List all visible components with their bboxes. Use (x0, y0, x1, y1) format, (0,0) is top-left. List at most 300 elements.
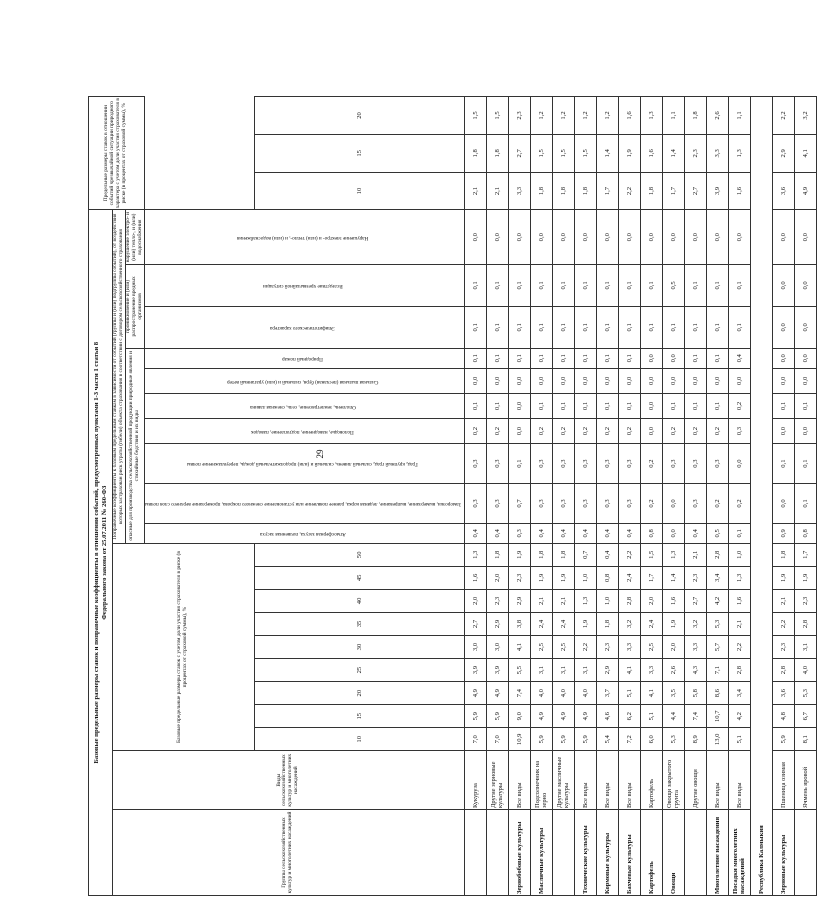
base-rate-cell: 4,0 (530, 682, 552, 705)
base-rate-cell: 4,3 (684, 659, 706, 682)
coef-cell: 0,2 (618, 419, 640, 444)
base-rate-cell: 2,2 (574, 636, 596, 659)
limit-rate-cell: 4,9 (794, 172, 816, 210)
limit-rate-cell: 1,6 (728, 172, 750, 210)
base-rate-cell: 5,7 (706, 636, 728, 659)
coef-cell: 0,1 (508, 444, 530, 484)
base-rate-cell: 2,1 (684, 543, 706, 566)
coef-cell: 0,2 (530, 419, 552, 444)
base-rate-cell: 1,3 (464, 543, 486, 566)
limit-rate-cell: 1,5 (574, 134, 596, 172)
group-cell: Зерновые культуры (772, 810, 794, 896)
coef-cell: 0,4 (596, 523, 618, 543)
base-rate-cell: 1,9 (794, 566, 816, 589)
base-rate-cell: 2,0 (640, 589, 662, 612)
coef-cell: 0,7 (508, 484, 530, 524)
coef-cell: 0,1 (552, 393, 574, 418)
limit-col-15: 15 (254, 134, 464, 172)
coef-cell: 0,0 (486, 368, 508, 393)
base-rate-cell: 1,9 (530, 566, 552, 589)
base-col-50: 50 (254, 543, 464, 566)
base-rate-cell: 3,3 (684, 636, 706, 659)
coef-cell: 0,0 (706, 210, 728, 265)
coef-cell: 0,3 (464, 484, 486, 524)
base-rate-cell: 7,4 (684, 705, 706, 728)
base-rate-cell: 1,0 (596, 589, 618, 612)
coef-cell: 0,0 (508, 393, 530, 418)
base-rate-cell: 9,0 (508, 705, 530, 728)
base-rate-cell: 5,4 (596, 728, 618, 751)
kind-cell: Картофель (640, 751, 662, 810)
base-rate-cell: 5,9 (772, 728, 794, 751)
base-rate-cell: 3,5 (662, 682, 684, 705)
kind-cell: Другие зерновые культуры (486, 751, 508, 810)
coef-cell: 0,1 (618, 306, 640, 348)
base-rate-cell: 10,7 (706, 705, 728, 728)
base-rate-cell: 5,9 (552, 728, 574, 751)
coef-cell: 0,0 (640, 210, 662, 265)
table-caption (89, 210, 113, 896)
coef-cell: 0,0 (794, 264, 816, 306)
coef-cell: 0,3 (574, 484, 596, 524)
caption-line-2: Федерального закона от 25.07.2011 № 260-ФЗ (100, 485, 108, 620)
coef-cell: 0,1 (530, 306, 552, 348)
base-rate-cell: 5,1 (618, 682, 640, 705)
coef-cell: 0,0 (684, 210, 706, 265)
coef-cell: 0,4 (618, 523, 640, 543)
group-cell (464, 810, 486, 896)
base-rate-cell: 4,9 (486, 682, 508, 705)
base-rate-cell: 3,1 (552, 659, 574, 682)
base-rate-cell: 3,9 (464, 659, 486, 682)
coef-block-header: Поправочные коэффициенты к базовым предельным ставкам в зависимости от событий (группы и (или) подгруппы событий), от воздействия которых застрахован риск утраты (гибели) объекта страхования в соответствии с договором сельскохозяйственного страхования (113, 210, 126, 543)
coef-cell: 0,2 (728, 393, 750, 418)
limit-rate-cell: 1,4 (596, 134, 618, 172)
base-rate-cell: 3,1 (530, 659, 552, 682)
base-rate-cell: 2,0 (464, 589, 486, 612)
coef-cell: 0,1 (794, 484, 816, 524)
kinds-header: Виды сельскохозяйственных культур и многолетних насаждений (113, 751, 465, 810)
coef-cell: 0,3 (552, 444, 574, 484)
coef-col-5: Сильная пыльная (песчаная) буря, сильный и (или) ураганный ветер (144, 368, 464, 393)
base-rate-cell: 1,3 (662, 543, 684, 566)
base-rate-cell: 1,9 (508, 543, 530, 566)
limit-rate-cell: 1,2 (530, 97, 552, 135)
limit-rate-cell: 1,8 (552, 172, 574, 210)
coef-cell: 0,3 (508, 523, 530, 543)
limit-rate-cell: 1,4 (662, 134, 684, 172)
base-col-20: 20 (254, 682, 464, 705)
base-rate-cell: 2,1 (530, 589, 552, 612)
limit-rate-cell: 1,8 (684, 97, 706, 135)
limit-rate-cell: 1,3 (728, 134, 750, 172)
coef-cell: 0,1 (574, 348, 596, 368)
base-rate-cell: 1,0 (574, 566, 596, 589)
base-rate-cell: 1,8 (596, 612, 618, 635)
kind-cell: Ячмень яровой (794, 751, 816, 810)
base-rate-cell: 4,9 (574, 705, 596, 728)
base-rate-cell: 5,9 (574, 728, 596, 751)
coef-col-6: Природный пожар (144, 348, 464, 368)
group-cell: Масличные культуры (530, 810, 552, 896)
coef-cell: 0,2 (684, 419, 706, 444)
coef-cell: 0,0 (794, 419, 816, 444)
coef-sub-natural-header: опасные для производства сельскохозяйственной продукции природные явления и стихийные бедствия и их виды (125, 348, 144, 543)
base-rate-cell: 1,3 (574, 589, 596, 612)
limit-col-10: 10 (254, 172, 464, 210)
base-rate-cell: 4,2 (706, 589, 728, 612)
coef-cell: 0,1 (486, 393, 508, 418)
coef-cell: 0,3 (618, 444, 640, 484)
coef-cell: 0,0 (574, 210, 596, 265)
limit-rate-cell: 1,6 (640, 134, 662, 172)
table-row (794, 97, 816, 896)
coef-cell: 0,1 (596, 348, 618, 368)
limit-rate-cell: 1,3 (640, 97, 662, 135)
base-rate-cell: 4,9 (530, 705, 552, 728)
coef-cell: 0,2 (706, 419, 728, 444)
base-rate-cell: 3,1 (574, 659, 596, 682)
coef-cell: 0,0 (464, 210, 486, 265)
coef-col-9: Нарушение электро- и (или) тепло-, и (или) водоснабжения (144, 210, 464, 265)
base-col-40: 40 (254, 589, 464, 612)
base-rate-cell: 2,2 (728, 636, 750, 659)
limit-rate-cell: 4,1 (794, 134, 816, 172)
coef-cell: 0,2 (552, 419, 574, 444)
coef-cell: 0,1 (640, 306, 662, 348)
limit-rate-cell: 2,6 (706, 97, 728, 135)
table-row (662, 97, 684, 896)
limit-rate-cell: 1,1 (662, 97, 684, 135)
coef-cell: 0,0 (640, 368, 662, 393)
table-row (486, 97, 508, 896)
base-rate-cell: 3,2 (684, 612, 706, 635)
coef-cell: 0,3 (728, 419, 750, 444)
base-rate-cell: 1,0 (728, 543, 750, 566)
base-rate-cell: 4,0 (794, 659, 816, 682)
base-col-30: 30 (254, 636, 464, 659)
table-row (574, 97, 596, 896)
base-rate-cell: 2,9 (486, 612, 508, 635)
coef-cell: 0,1 (662, 393, 684, 418)
base-rate-cell: 2,6 (662, 659, 684, 682)
coef-cell: 0,5 (662, 264, 684, 306)
group-cell (684, 810, 706, 896)
base-rate-cell: 1,8 (486, 543, 508, 566)
base-rate-cell: 8,6 (706, 682, 728, 705)
region-name: Республика Калмыкия (750, 97, 772, 896)
base-rate-cell: 4,2 (728, 705, 750, 728)
limit-rate-cell: 2,7 (684, 172, 706, 210)
coef-cell: 0,1 (794, 444, 816, 484)
base-rate-cell: 2,4 (618, 566, 640, 589)
limit-rate-cell: 1,8 (486, 134, 508, 172)
coef-cell: 0,0 (794, 306, 816, 348)
base-rate-cell: 3,4 (706, 566, 728, 589)
groups-header: Группы сельскохозяйственных культур и многолетних насаждений (113, 810, 465, 896)
coef-cell: 0,1 (772, 393, 794, 418)
base-rate-cell: 3,2 (618, 612, 640, 635)
coef-cell: 0,3 (684, 484, 706, 524)
coef-cell: 0,0 (662, 210, 684, 265)
base-rate-cell: 2,2 (772, 612, 794, 635)
base-rate-cell: 6,2 (618, 705, 640, 728)
coef-cell: 0,0 (640, 348, 662, 368)
base-rate-cell: 2,0 (662, 636, 684, 659)
coef-col-2: Град, крупный град, сильный ливень, сильный и (или) продолжительный дождь, переувлажнение почвы (144, 444, 464, 484)
kind-cell: Все виды (574, 751, 596, 810)
base-rate-cell: 1,6 (662, 589, 684, 612)
coef-cell: 0,0 (728, 368, 750, 393)
coef-cell: 0,0 (640, 393, 662, 418)
base-rate-cell: 2,3 (772, 636, 794, 659)
group-cell (552, 810, 574, 896)
coef-cell: 0,1 (684, 348, 706, 368)
limit-rate-cell: 1,5 (530, 134, 552, 172)
limit-rate-cell: 1,5 (464, 97, 486, 135)
limit-rate-cell: 1,7 (596, 172, 618, 210)
base-rate-cell: 2,3 (794, 589, 816, 612)
group-cell: Многолетние насаждения (706, 810, 728, 896)
group-cell: Овощи (662, 810, 684, 896)
coef-cell: 0,1 (552, 306, 574, 348)
base-rate-cell: 7,1 (706, 659, 728, 682)
table-row (530, 97, 552, 896)
limit-rate-cell: 2,9 (772, 134, 794, 172)
base-rate-cell: 3,0 (464, 636, 486, 659)
coef-cell: 0,0 (772, 419, 794, 444)
limit-rate-cell: 1,5 (552, 134, 574, 172)
coef-cell: 0,4 (464, 523, 486, 543)
limit-rate-cell: 3,6 (772, 172, 794, 210)
coef-cell: 0,1 (684, 393, 706, 418)
coef-cell: 0,1 (508, 348, 530, 368)
base-rate-cell: 1,3 (728, 566, 750, 589)
kind-cell: Подсолнечник на зерно (530, 751, 552, 810)
limit-rate-cell: 2,3 (508, 97, 530, 135)
limit-block-header: Предельные размеры ставок в отношении событий чрезвычайной ситуации природного характера с учетом доли участия страхователя в риске (в процентах от страховой суммы), % (89, 97, 145, 210)
kind-cell: Другие овощи (684, 751, 706, 810)
coef-cell: 0,3 (464, 444, 486, 484)
coef-cell: 0,3 (530, 484, 552, 524)
coef-cell: 0,1 (508, 306, 530, 348)
coef-cell: 0,3 (486, 484, 508, 524)
coef-cell: 0,1 (596, 306, 618, 348)
base-rate-cell: 7,4 (508, 682, 530, 705)
coef-cell: 0,1 (618, 348, 640, 368)
limit-rate-cell: 1,6 (618, 97, 640, 135)
coef-cell: 0,1 (728, 523, 750, 543)
base-rate-cell: 8,9 (684, 728, 706, 751)
base-rate-cell: 1,7 (640, 566, 662, 589)
coef-cell: 0,0 (464, 368, 486, 393)
coef-cell: 0,0 (618, 210, 640, 265)
base-rate-cell: 7,2 (618, 728, 640, 751)
base-rate-cell: 2,1 (552, 589, 574, 612)
coef-cell: 0,3 (596, 444, 618, 484)
coef-cell: 0,0 (794, 348, 816, 368)
base-rate-cell: 2,5 (552, 636, 574, 659)
coef-cell: 0,0 (618, 368, 640, 393)
limit-rate-cell: 3,9 (706, 172, 728, 210)
base-rate-cell: 2,4 (552, 612, 574, 635)
coef-cell: 0,4 (552, 523, 574, 543)
coef-cell: 0,1 (706, 393, 728, 418)
base-rate-cell: 2,1 (728, 612, 750, 635)
coef-cell: 0,3 (662, 444, 684, 484)
coef-cell: 0,0 (530, 368, 552, 393)
limit-rate-cell: 3,3 (508, 172, 530, 210)
table-row (508, 97, 530, 896)
coef-cell: 0,0 (772, 210, 794, 265)
table-row (684, 97, 706, 896)
coef-cell: 0,4 (574, 523, 596, 543)
limit-rate-cell: 1,2 (574, 97, 596, 135)
kind-cell: Другие масличные культуры (552, 751, 574, 810)
table-row (772, 97, 794, 896)
base-rate-cell: 2,8 (618, 589, 640, 612)
base-rate-cell: 2,7 (684, 589, 706, 612)
kind-cell: Все виды (706, 751, 728, 810)
coef-cell: 0,0 (508, 368, 530, 393)
coef-cell: 0,2 (728, 484, 750, 524)
coef-cell: 0,9 (772, 523, 794, 543)
base-rate-cell: 2,3 (486, 589, 508, 612)
coef-cell: 0,2 (464, 419, 486, 444)
coef-cell: 0,2 (662, 419, 684, 444)
caption-line-1: Базовые предельные размеры ставок и поправочные коэффициенты в отношении событий, предусмотренных пунктами 1-3 части 1 статьи 8 (93, 341, 101, 764)
limit-rate-cell: 1,8 (530, 172, 552, 210)
base-col-15: 15 (254, 705, 464, 728)
coef-cell: 0,0 (728, 210, 750, 265)
coef-cell: 0,0 (508, 210, 530, 265)
coef-cell: 0,0 (596, 210, 618, 265)
group-cell: Бахчевые культуры (618, 810, 640, 896)
base-rate-cell: 5,3 (706, 612, 728, 635)
table-row (640, 97, 662, 896)
base-rate-cell: 2,9 (508, 589, 530, 612)
base-rate-cell: 2,3 (684, 566, 706, 589)
coef-cell: 0,0 (640, 419, 662, 444)
coef-cell: 0,1 (464, 393, 486, 418)
coef-cell: 0,0 (728, 444, 750, 484)
coef-cell: 0,1 (464, 264, 486, 306)
group-cell: Картофель (640, 810, 662, 896)
base-rate-cell: 1,7 (794, 543, 816, 566)
limit-rate-cell: 1,8 (640, 172, 662, 210)
coef-cell: 0,3 (706, 444, 728, 484)
coef-cell: 0,1 (618, 393, 640, 418)
coef-cell: 0,3 (530, 444, 552, 484)
limit-rate-cell: 2,3 (684, 134, 706, 172)
base-block-header: Базовые предельные размеры ставок с учетом доли участия страхователя в риске (в процентах от страховой суммы), % (113, 543, 255, 751)
base-rate-cell: 4,8 (772, 705, 794, 728)
base-rate-cell: 4,9 (464, 682, 486, 705)
coef-cell: 0,1 (728, 264, 750, 306)
coef-cell: 0,0 (772, 484, 794, 524)
base-rate-cell: 5,1 (728, 728, 750, 751)
base-rate-cell: 4,6 (596, 705, 618, 728)
base-rate-cell: 5,8 (684, 682, 706, 705)
coef-cell: 0,1 (618, 264, 640, 306)
table-row (618, 97, 640, 896)
base-rate-cell: 2,8 (772, 659, 794, 682)
kind-cell: Пшеница озимая (772, 751, 794, 810)
coef-cell: 0,1 (464, 348, 486, 368)
coef-sub-utility-header: нарушение электро- и (или) тепло-, и (или) водоснабжения (125, 210, 144, 265)
kind-cell: Все виды (728, 751, 750, 810)
coef-cell: 0,0 (596, 368, 618, 393)
coef-col-4: Оползень, землетрясение, сель, снежная лавина (144, 393, 464, 418)
coef-cell: 0,1 (706, 348, 728, 368)
base-rate-cell: 1,5 (640, 543, 662, 566)
limit-rate-cell: 1,8 (574, 172, 596, 210)
kind-cell: Все виды (618, 751, 640, 810)
coef-cell: 0,1 (684, 264, 706, 306)
coef-cell: 0,3 (596, 484, 618, 524)
base-col-25: 25 (254, 659, 464, 682)
coef-sub-pests-header: проникновение и (или) распространение вредных организмов (125, 264, 144, 348)
base-rate-cell: 2,5 (640, 636, 662, 659)
coef-cell: 0,8 (640, 523, 662, 543)
group-cell (794, 810, 816, 896)
table-row (464, 97, 486, 896)
base-rate-cell: 4,0 (574, 682, 596, 705)
coef-cell: 0,1 (552, 264, 574, 306)
base-rate-cell: 4,1 (618, 659, 640, 682)
coef-cell: 0,1 (728, 306, 750, 348)
group-cell: Посадки многолетних насаждений (728, 810, 750, 896)
base-col-35: 35 (254, 612, 464, 635)
base-rate-cell: 0,4 (596, 543, 618, 566)
base-col-45: 45 (254, 566, 464, 589)
coef-cell: 0,1 (486, 264, 508, 306)
limit-rate-cell: 1,1 (728, 97, 750, 135)
coef-cell: 0,3 (618, 484, 640, 524)
coef-cell: 0,1 (574, 264, 596, 306)
kind-cell: Кукуруза (464, 751, 486, 810)
coef-cell: 0,1 (640, 264, 662, 306)
coef-col-7: Эпифитотического характера (144, 306, 464, 348)
limit-rate-cell: 3,2 (794, 97, 816, 135)
base-rate-cell: 2,9 (596, 659, 618, 682)
base-rate-cell: 2,4 (530, 612, 552, 635)
coef-cell: 0,4 (728, 348, 750, 368)
base-rate-cell: 2,3 (508, 566, 530, 589)
group-cell: Зернобобовые культуры (508, 810, 530, 896)
coef-cell: 0,4 (530, 523, 552, 543)
coef-cell: 0,1 (530, 393, 552, 418)
coef-cell: 0,0 (772, 264, 794, 306)
base-rate-cell: 1,9 (772, 566, 794, 589)
base-rate-cell: 1,6 (728, 589, 750, 612)
coef-col-0: Атмосферная засуха, почвенная засуха (144, 523, 464, 543)
base-rate-cell: 5,9 (464, 705, 486, 728)
base-rate-cell: 5,1 (640, 705, 662, 728)
base-rate-cell: 2,2 (618, 543, 640, 566)
base-rate-cell: 1,8 (772, 543, 794, 566)
base-rate-cell: 3,3 (618, 636, 640, 659)
base-rate-cell: 1,4 (662, 566, 684, 589)
base-rate-cell: 2,5 (530, 636, 552, 659)
base-rate-cell: 2,3 (596, 636, 618, 659)
coef-cell: 0,0 (794, 368, 816, 393)
coef-cell: 0,2 (486, 419, 508, 444)
coef-cell: 0,3 (684, 444, 706, 484)
coef-cell: 0,1 (508, 264, 530, 306)
base-rate-cell: 1,9 (552, 566, 574, 589)
base-rate-cell: 1,8 (552, 543, 574, 566)
